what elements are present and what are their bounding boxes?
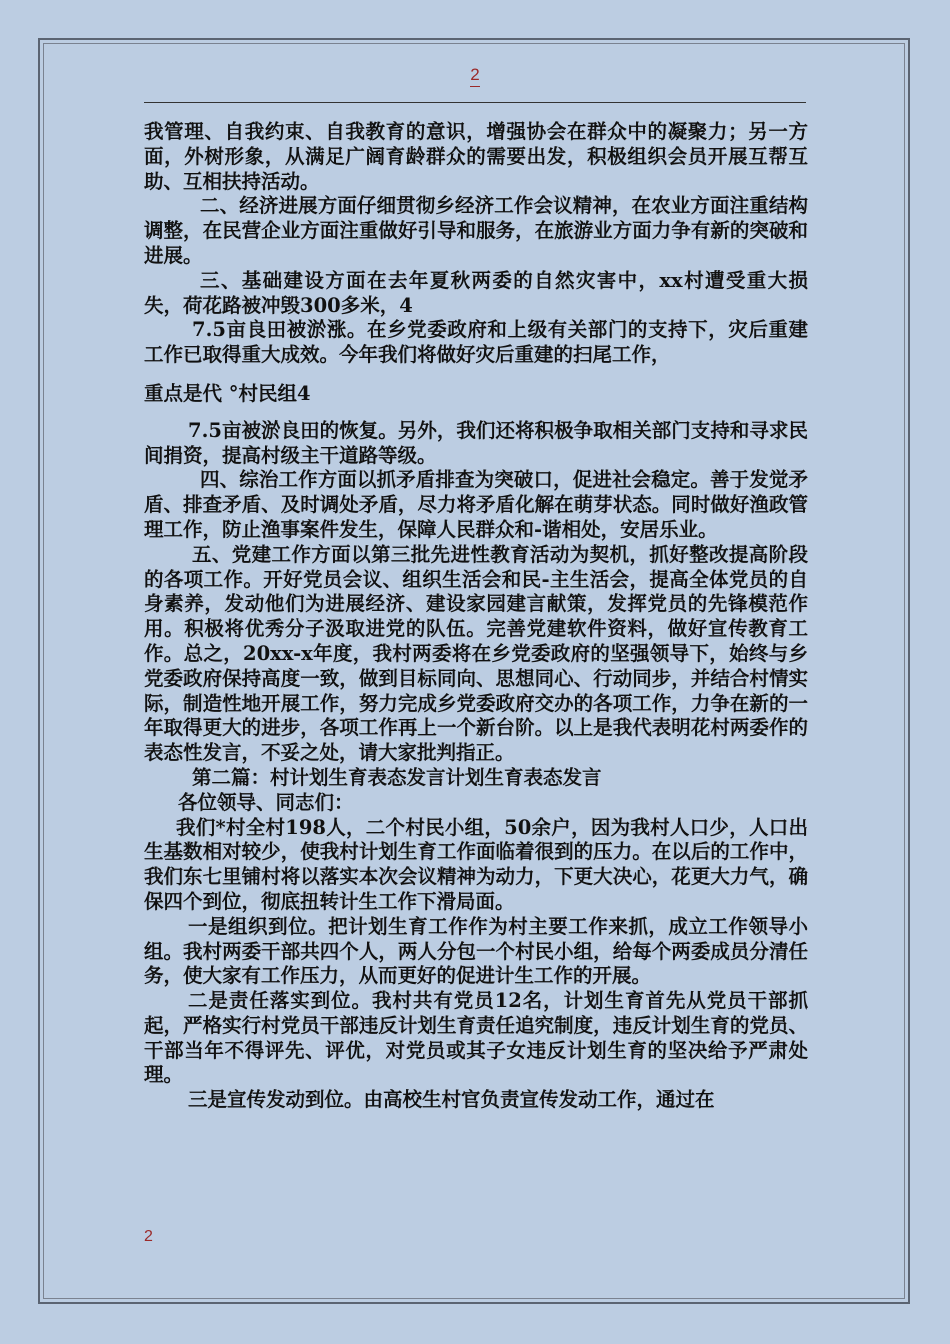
paragraph: 二、经济进展方面仔细贯彻乡经济工作会议精神，在农业方面注重结构调整，在民营企业方面注重做好引导和服务，在旅游业方面力争有新的突破和进展。 (144, 194, 808, 267)
paragraph: 一是组织到位。把计划生育工作作为村主要工作来抓，成立工作领导小组。我村两委干部共四个人，两人分包一个村民小组，给每个两委成员分清任务，使大家有工作压力，从而更好的促进计生工作的开展。 (144, 914, 808, 988)
header-divider (144, 102, 806, 103)
paragraph: 二是责任落实到位。我村共有党员12名，计划生育首先从党员干部抓起，严格实行村党员干部违反计划生育责任追究制度，违反计划生育的党员、干部当年不得评先、评优，对党员或其子女违反计划生育的坚决给予严肃处理。 (144, 989, 808, 1087)
section-heading: 第二篇：村计划生育表态发言计划生育表态发言 (192, 765, 602, 789)
paragraph: 三、基础建设方面在去年夏秋两委的自然灾害中，xx村遭受重大损失，荷花路被冲毁300多米，4 (144, 268, 808, 317)
paragraph: 重点是代 °村民组4 (144, 381, 311, 405)
paragraph: 三是宣传发动到位。由高校生村官负责宣传发动工作，通过在 (188, 1088, 715, 1112)
paragraph: 7.5亩良田被淤涨。在乡党委政府和上级有关部门的支持下，灾后重建工作已取得重大成效。今年我们将做好灾后重建的扫尾工作， (144, 318, 808, 367)
footer-page-number: 2 (144, 1228, 153, 1245)
paragraph: 我们*村全村198人，二个村民小组，50余户，因为我村人口少，人口出生基数相对较少，使我村计划生育工作面临着很到的压力。在以后的工作中，我们东七里铺村将以落实本次会议精神为动力，下更大决心，花更大力气，确保四个到位，彻底扭转计生工作下滑局面。 (144, 815, 808, 913)
header-page-number: 2 (462, 64, 488, 87)
paragraph: 7.5亩被淤良田的恢复。另外，我们还将积极争取相关部门支持和寻求民间捐资，提高村级主干道路等级。 (144, 418, 808, 467)
paragraph: 四、综治工作方面以抓矛盾排查为突破口，促进社会稳定。善于发觉矛盾、排查矛盾、及时调处矛盾，尽力将矛盾化解在萌芽状态。同时做好渔政管理工作，防止渔事案件发生，保障人民群众和-谐相处，安居乐业。 (144, 468, 808, 541)
salutation: 各位领导、同志们： (178, 790, 354, 814)
paragraph: 我管理、自我约束、自我教育的意识，增强协会在群众中的凝聚力；另一方面，外树形象，从满足广阔育龄群众的需要出发，积极组织会员开展互帮互助、互相扶持活动。 (144, 120, 808, 193)
document-body (144, 120, 808, 1113)
paragraph: 五、党建工作方面以第三批先进性教育活动为契机，抓好整改提高阶段的各项工作。开好党员会议、组织生活会和民-主生活会，提高全体党员的自身素养，发动他们为进展经济、建设家园建言献策，发挥党员的先锋模范作用。积极将优秀分子汲取进党的队伍。完善党建软件资料，做好宣传教育工作。总之，20xx-x年度，我村两委将在乡党委政府的坚强领导下，始终与乡党委政府保持高度一致，做到目标同向、思想同心、行动同步，并结合村情实际，制造性地开展工作，努力完成乡党委政府交办的各项工作，力争在新的一年取得更大的进步，各项工作再上一个新台阶。以上是我代表明花村两委作的表态性发言，不妥之处，请大家批判指正。 (144, 542, 808, 765)
